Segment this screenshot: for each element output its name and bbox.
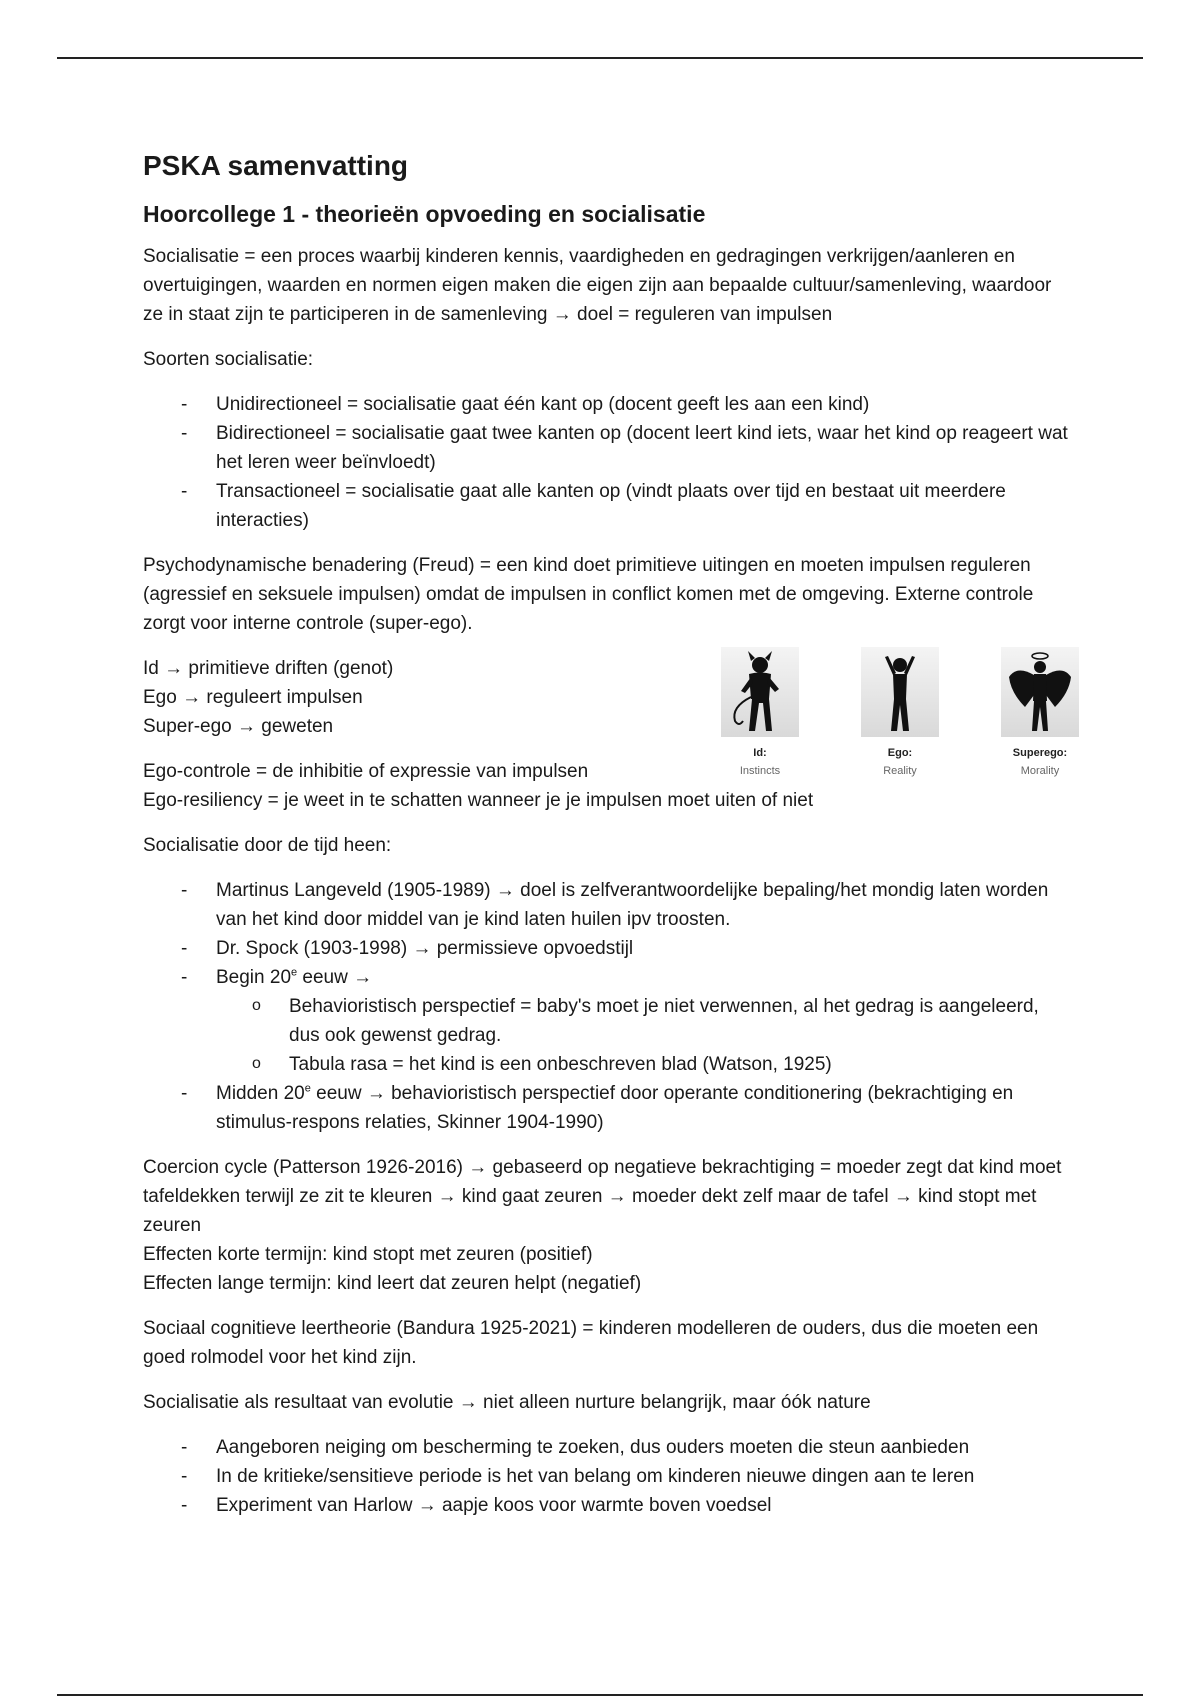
list-item: - In de kritieke/sensitieve periode is het van belang om kinderen nieuwe dingen aan te leren [143, 1462, 1073, 1491]
list-item: - Experiment van Harlow → aapje koos voor warmte boven voedsel [143, 1491, 1073, 1520]
ego-resiliency-line: Ego-resiliency = je weet in te schatten wanneer je je impulsen moet uiten of niet [143, 790, 814, 811]
document-title: PSKA samenvatting [143, 150, 409, 181]
figure-id-label: Id: [753, 747, 767, 759]
id-ego-superego-figure [705, 645, 1095, 785]
figure-superego-sublabel: Morality [1020, 765, 1060, 777]
list-item [143, 963, 1073, 1079]
long-term-line: Effecten lange termijn: kind leert dat zeuren helpt (negatief) [143, 1273, 642, 1294]
freud-paragraph: Psychodynamische benadering (Freud) = een kind doet primitieve uitingen en moeten impulsen reguleren (agressief en seksuele impulsen) omdat de impulsen in conflict komen met de omgeving. Externe controle zorgt voor interne controle (super-ego). [143, 555, 1034, 634]
coercion-effects [143, 1240, 1073, 1298]
devil-figure-icon [721, 647, 799, 737]
sub-list-item: o Tabula rasa = het kind is een onbeschreven blad (Watson, 1925) [216, 1050, 1073, 1079]
figure-superego-label: Superego: [1012, 747, 1068, 759]
history-list [143, 876, 1073, 1137]
list-item: - Bidirectioneel = socialisatie gaat twee kanten op (docent leert kind iets, waar het kind op reageert wat het leren weer beïnvloedt) [143, 419, 1073, 477]
figure-id-sublabel: Instincts [739, 765, 781, 777]
figure-ego-label: Ego: [887, 747, 913, 759]
id-line: Id → primitieve driften (genot) [143, 658, 394, 679]
figure-superego [985, 645, 1095, 785]
figure-id [705, 645, 815, 785]
winged-figure-icon [1001, 647, 1079, 737]
begin-prefix: Begin 20 [216, 967, 292, 988]
types-heading: Soorten socialisatie: [143, 349, 314, 370]
evolution-list [143, 1433, 1073, 1520]
begin-sublist [216, 992, 1073, 1079]
bandura-paragraph: Sociaal cognitieve leertheorie (Bandura 1925-2021) = kinderen modelleren de ouders, dus die moeten een goed rolmodel voor het kind zijn. [143, 1318, 1039, 1368]
figure-ego [845, 645, 955, 785]
coercion-paragraph: Coercion cycle (Patterson 1926-2016) → gebaseerd op negatieve bekrachtiging = moeder zegt dat kind moet tafeldekken terwijl ze zit te kleuren → kind gaat zeuren → moeder dekt zelf maar de tafel → kind stopt met zeuren [143, 1157, 1062, 1236]
short-term-line: Effecten korte termijn: kind stopt met zeuren (positief) [143, 1244, 593, 1265]
header-rule [57, 57, 1143, 59]
types-list [143, 390, 1073, 535]
list-item: - Dr. Spock (1903-1998) → permissieve opvoedstijl [143, 934, 1073, 963]
ego-control-line: Ego-controle = de inhibitie of expressie van impulsen [143, 761, 589, 782]
evolution-paragraph: Socialisatie als resultaat van evolutie → niet alleen nurture belangrijk, maar óók nature [143, 1392, 871, 1413]
list-item: - Aangeboren neiging om bescherming te zoeken, dus ouders moeten die steun aanbieden [143, 1433, 1073, 1462]
person-figure-icon [861, 647, 939, 737]
midden-suffix: eeuw → behavioristisch perspectief door operante conditionering (bekrachtiging en stimulus-respons relaties, Skinner 1904-1990) [216, 1083, 1014, 1133]
begin-sup: e [291, 966, 298, 979]
document-body [143, 140, 1073, 1536]
footer-rule [57, 1694, 1143, 1696]
superego-line: Super-ego → geweten [143, 716, 334, 737]
list-item: - Martinus Langeveld (1905-1989) → doel is zelfverantwoordelijke bepaling/het mondig laten worden van het kind door middel van je kind laten huilen ipv troosten. [143, 876, 1073, 934]
ego-line: Ego → reguleert impulsen [143, 687, 363, 708]
list-item [143, 1079, 1073, 1137]
list-item: - Transactioneel = socialisatie gaat alle kanten op (vindt plaats over tijd en bestaat uit meerdere interacties) [143, 477, 1073, 535]
midden-sup: e [304, 1082, 311, 1095]
list-item: - Unidirectioneel = socialisatie gaat één kant op (docent geeft les aan een kind) [143, 390, 1073, 419]
begin-suffix: eeuw → [297, 967, 373, 988]
figure-ego-sublabel: Reality [883, 765, 917, 777]
midden-prefix: Midden 20 [216, 1083, 305, 1104]
history-heading: Socialisatie door de tijd heen: [143, 835, 392, 856]
sub-list-item: o Behavioristisch perspectief = baby's moet je niet verwennen, al het gedrag is aangeleerd, dus ook gewenst gedrag. [216, 992, 1073, 1050]
socialisatie-definition: Socialisatie = een proces waarbij kinderen kennis, vaardigheden en gedragingen verkrijgen/aanleren en overtuigingen, waarden en normen eigen maken die eigen zijn aan bepaalde cultuur/samenleving, waardoor ze in staat zijn te participeren in de samenleving → doel = reguleren van impulsen [143, 246, 1052, 325]
section-heading: Hoorcollege 1 - theorieën opvoeding en socialisatie [143, 201, 706, 227]
